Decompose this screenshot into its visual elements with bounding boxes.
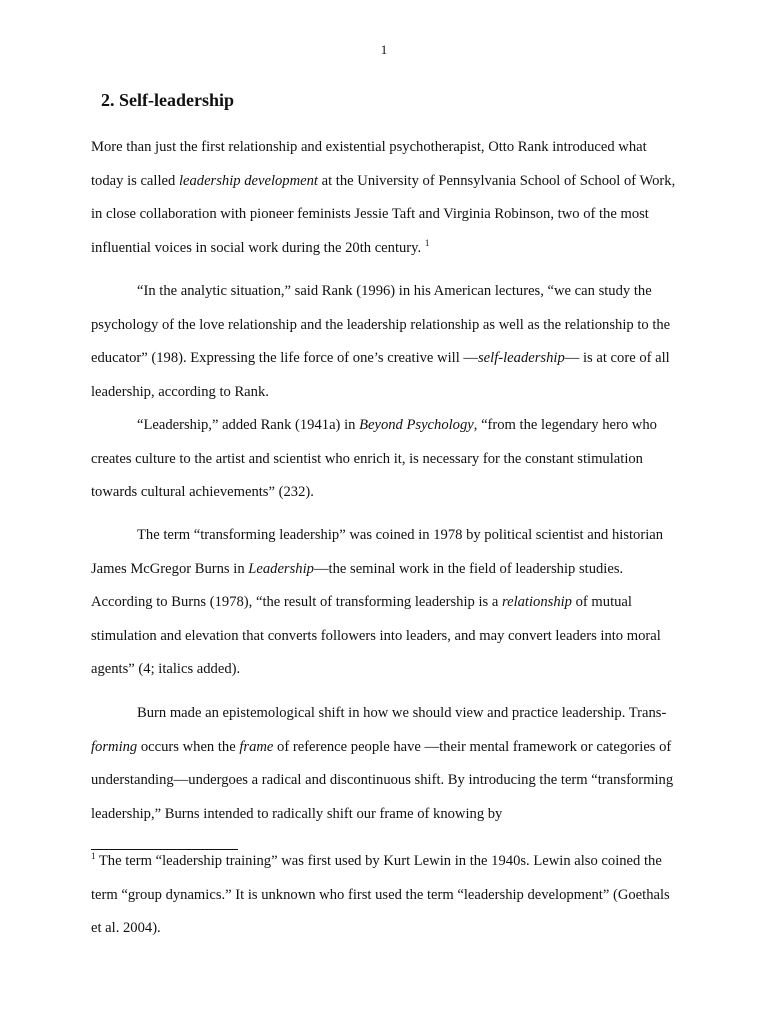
paragraph-1-text-a: More than just the first relationship and existential psychotherapist, Otto Rank introduced what today is called xyxy=(91,139,647,189)
paragraph-4-text-c: —the seminal work in the field of leadership studies. According to Burns (1978), “the result of transforming leadership is a xyxy=(91,560,624,610)
footnote xyxy=(91,845,681,946)
page-number: 1 xyxy=(380,42,388,57)
body-block-3 xyxy=(91,519,679,687)
footnote-mark: 1 xyxy=(91,851,96,862)
paragraph-1-text-c: at the University of Pennsylvania School of School of Work, in close collaboration with pioneer feminists Jessie Taft and Virginia Robinson, two of the most influential voices in social work during the 20th century. xyxy=(91,172,676,256)
paragraph-5-text-a: Burn made an epistemological shift in how we should view and practice leadership. Trans- xyxy=(137,705,667,721)
paragraph-4 xyxy=(91,519,679,687)
paragraph-2-text-c: — is at core of all leadership, according to Rank. xyxy=(91,350,670,400)
paragraph-5 xyxy=(91,697,679,831)
body-block-2 xyxy=(91,275,679,510)
paragraph-4-text-e: of mutual stimulation and elevation that converts followers into leaders, and may convert leaders into moral agents” (4; italics added). xyxy=(91,594,661,677)
paragraph-5-text-e: of reference people have —their mental framework or categories of understanding—undergoes a radical and discontinuous shift. By introducing the term “transforming leadership,” Burns intended to radically shift our frame of knowing by xyxy=(91,738,674,822)
footnote-text: The term “leadership training” was first used by Kurt Lewin in the 1940s. Lewin also coined the term “group dynamics.” It is unknown who first used the term “leadership development” (Goethals et al. 2004). xyxy=(91,853,670,936)
paragraph-4-text-a: The term “transforming leadership” was coined in 1978 by political scientist and historian James McGregor Burns in xyxy=(91,527,664,577)
paragraph-2 xyxy=(91,275,679,409)
paragraph-5-italic-b: forming xyxy=(91,738,138,755)
paragraph-1 xyxy=(91,131,679,265)
footnote-reference[interactable]: 1 xyxy=(424,237,430,248)
paragraph-4-italic-b: Leadership xyxy=(248,560,314,577)
body-block-4 xyxy=(91,697,679,831)
paragraph-3 xyxy=(91,409,679,510)
paragraph-4-italic-d: relationship xyxy=(501,594,572,610)
paragraph-3-text-a: “Leadership,” added Rank (1941a) in xyxy=(137,417,360,433)
paragraph-5-italic-d: frame xyxy=(239,738,274,755)
body-block-1 xyxy=(91,131,679,265)
paragraph-5-text-c: occurs when the xyxy=(137,738,240,755)
paragraph-2-text-a: “In the analytic situation,” said Rank (1996) in his American lectures, “we can study the psychology of the love relationship and the leadership relationship as well as the relationship to the educator” (198). Expressing the life force of one’s creative will — xyxy=(91,283,671,366)
paragraph-1-italic: leadership development xyxy=(178,172,318,189)
paragraph-2-italic: self-leadership xyxy=(478,350,565,366)
paragraph-3-text-c: , “from the legendary hero who creates culture to the artist and scientist who enrich it, is necessary for the constant stimulation towards cultural achievements” (232). xyxy=(91,417,657,500)
paragraph-3-italic: Beyond Psychology xyxy=(359,417,474,433)
section-heading: 2. Self-leadership xyxy=(101,90,234,110)
